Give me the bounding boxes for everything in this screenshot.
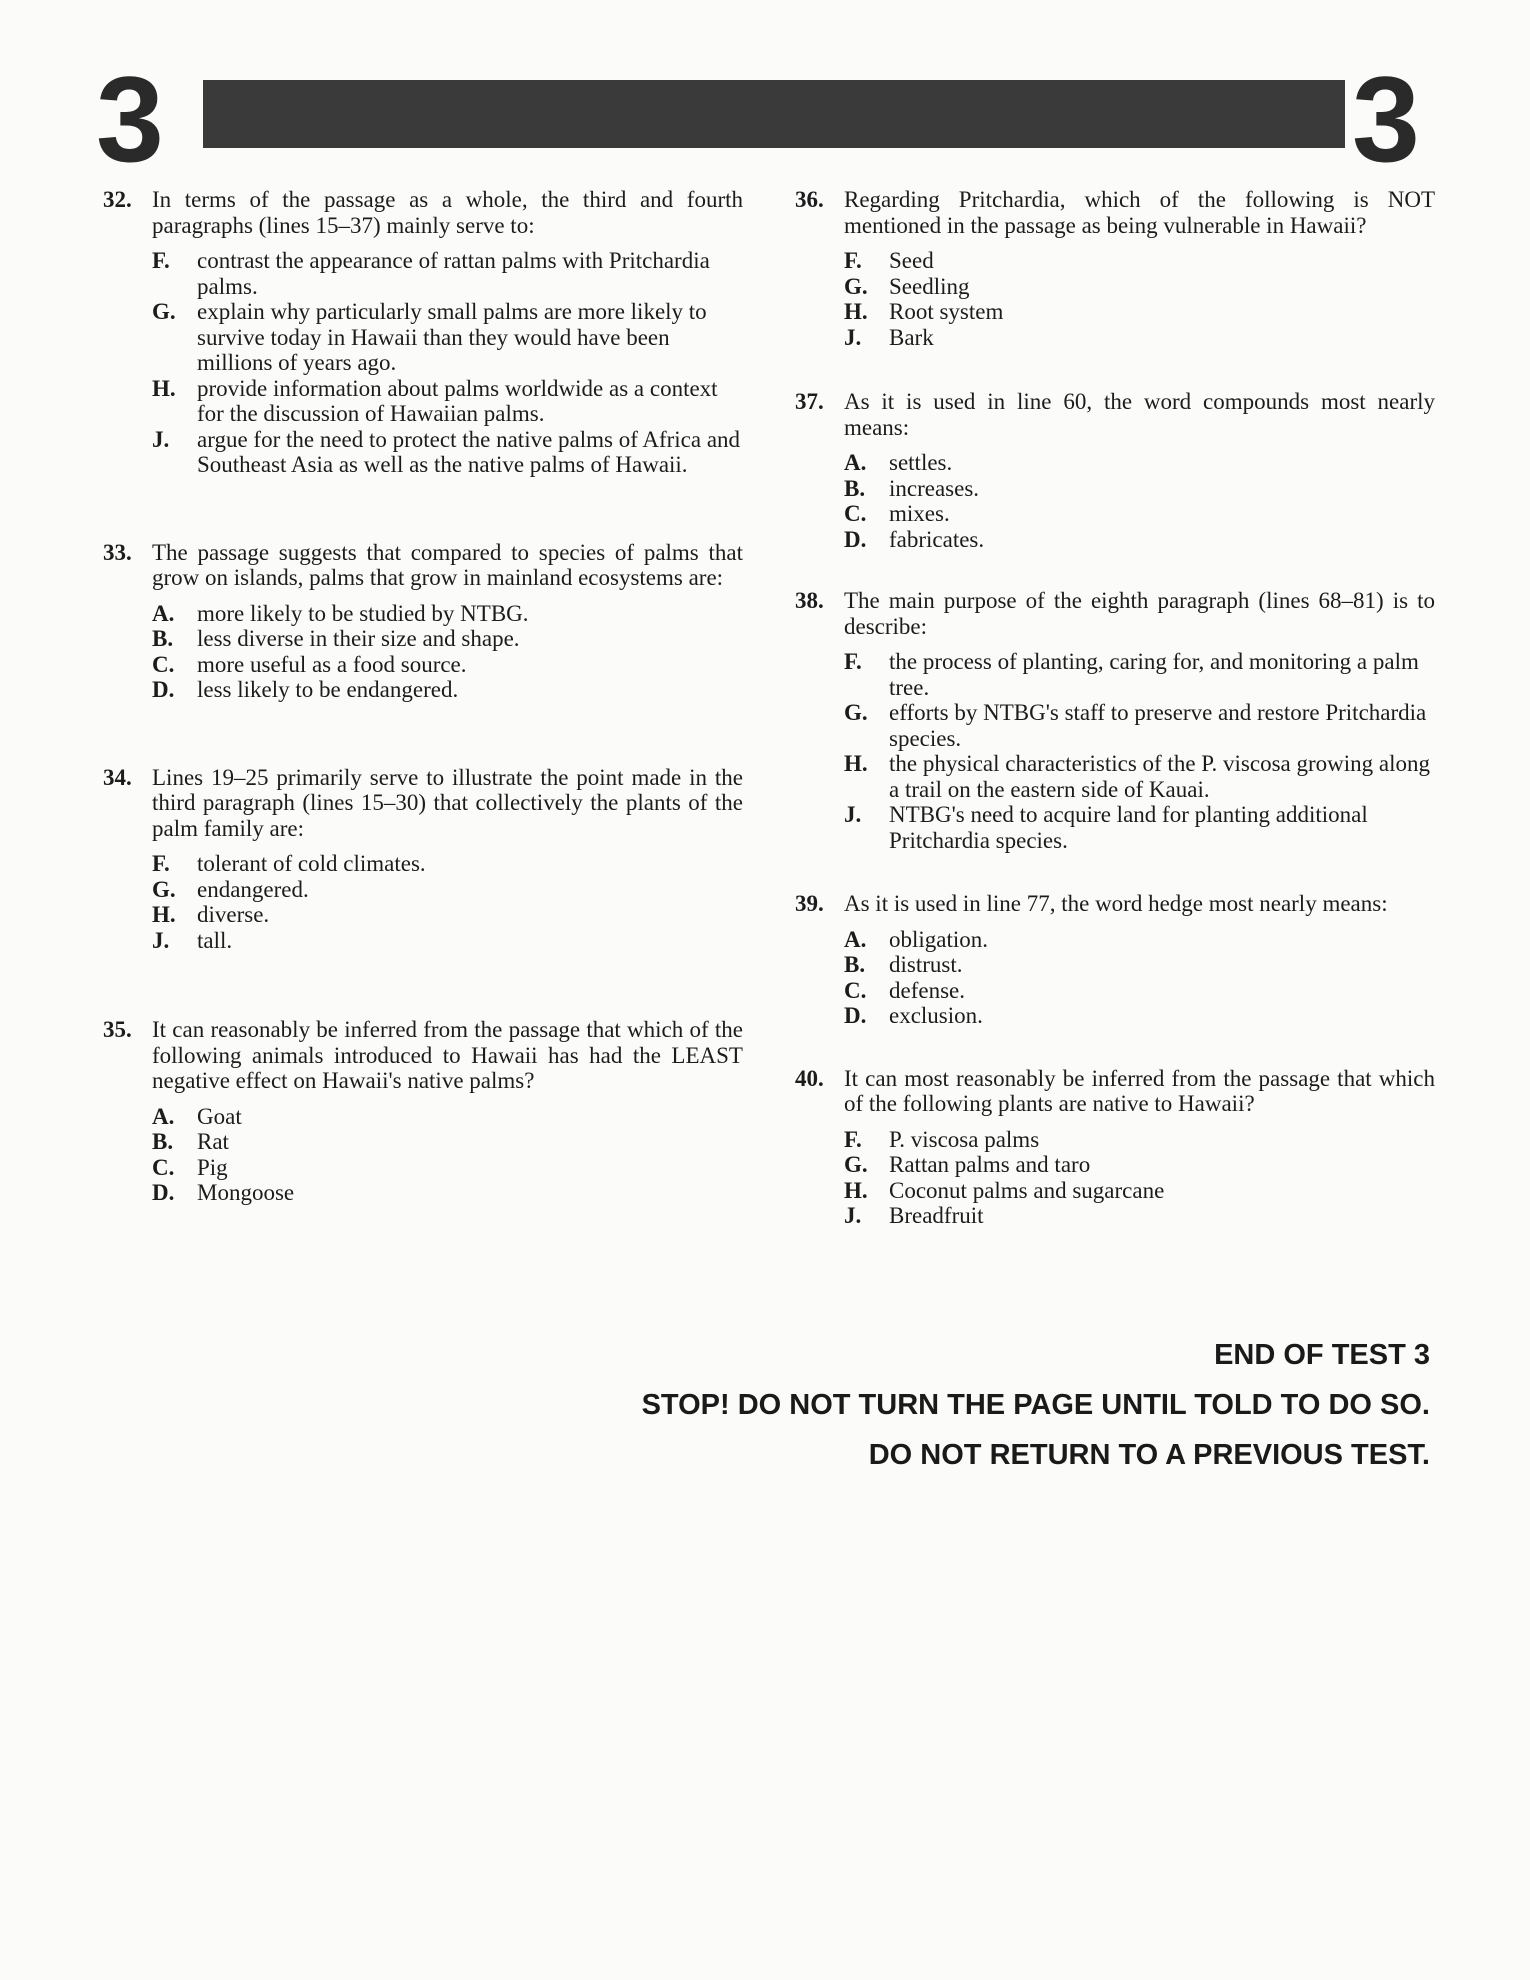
option-letter: G. xyxy=(152,299,176,324)
option-text: Mongoose xyxy=(197,1180,295,1205)
answer-option xyxy=(152,877,743,903)
question-38 xyxy=(795,588,1435,853)
answer-option xyxy=(844,1152,1435,1178)
option-letter: B. xyxy=(152,626,174,651)
option-letter: D. xyxy=(152,677,175,702)
option-letter: F. xyxy=(844,649,862,674)
question-number: 33. xyxy=(103,539,132,565)
question-text: It can reasonably be inferred from the passage that which of the following animals introduced to Hawaii has had the LEAST negative effect on Hawaii's native palms? xyxy=(152,1017,743,1093)
option-text: obligation. xyxy=(889,926,989,952)
answer-option xyxy=(152,677,743,703)
option-letter: J. xyxy=(152,426,170,452)
question-text: The main purpose of the eighth paragraph (lines 68–81) is to describe: xyxy=(844,588,1435,639)
option-letter: D. xyxy=(844,1003,867,1028)
option-text: increases. xyxy=(889,475,980,501)
question-number: 38. xyxy=(795,588,824,613)
option-text: the process of planting, caring for, and monitoring a palm tree. xyxy=(889,649,1419,700)
option-text: less diverse in their size and shape. xyxy=(197,626,520,651)
answer-option xyxy=(844,952,1435,978)
question-40 xyxy=(795,1066,1435,1229)
option-letter: J. xyxy=(844,324,862,350)
option-letter: G. xyxy=(844,700,868,725)
option-letter: F. xyxy=(844,1126,862,1152)
question-stem xyxy=(795,187,1435,238)
option-text: more useful as a food source. xyxy=(197,651,467,677)
answer-option xyxy=(844,978,1435,1004)
question-text: It can most reasonably be inferred from the passage that which of the following plants are native to Hawaii? xyxy=(844,1065,1435,1116)
option-letter: B. xyxy=(152,1129,174,1154)
option-letter: J. xyxy=(152,927,170,953)
question-number: 37. xyxy=(795,389,824,414)
option-letter: B. xyxy=(844,952,866,977)
answer-option xyxy=(152,1129,743,1155)
option-text: Bark xyxy=(889,324,934,350)
answer-option xyxy=(152,376,743,427)
header-bar xyxy=(203,80,1345,148)
answer-options xyxy=(103,248,743,478)
answer-option xyxy=(844,299,1435,325)
question-number: 32. xyxy=(103,187,132,212)
option-letter: C. xyxy=(844,501,867,526)
option-text: Coconut palms and sugarcane xyxy=(889,1177,1165,1203)
option-text: contrast the appearance of rattan palms with Pritchardia palms. xyxy=(197,248,710,299)
question-33 xyxy=(103,540,743,703)
option-letter: A. xyxy=(844,926,867,952)
question-35 xyxy=(103,1017,743,1206)
answer-option xyxy=(152,1155,743,1181)
option-text: P. viscosa palms xyxy=(889,1126,1040,1152)
question-stem xyxy=(103,187,743,238)
question-text: The passage suggests that compared to species of palms that grow on islands, palms that grow in mainland ecosystems are: xyxy=(152,539,743,590)
answer-option xyxy=(844,1203,1435,1229)
question-stem xyxy=(103,1017,743,1094)
question-text: Regarding Pritchardia, which of the following is NOT mentioned in the passage as being vulnerable in Hawaii? xyxy=(844,187,1435,238)
answer-options xyxy=(795,649,1435,853)
option-letter: H. xyxy=(844,1177,868,1203)
answer-option xyxy=(844,274,1435,300)
answer-option xyxy=(844,476,1435,502)
option-letter: D. xyxy=(152,1180,175,1205)
answer-option xyxy=(844,927,1435,953)
answer-option xyxy=(152,427,743,478)
option-text: endangered. xyxy=(197,876,309,902)
option-text: explain why particularly small palms are more likely to survive today in Hawaii than they would have been millions of years ago. xyxy=(197,299,707,375)
option-letter: F. xyxy=(844,248,862,273)
answer-options xyxy=(103,1104,743,1206)
option-text: provide information about palms worldwide as a context for the discussion of Hawaiian palms. xyxy=(197,375,718,426)
option-letter: J. xyxy=(844,802,862,827)
answer-option xyxy=(844,751,1435,802)
option-text: Pig xyxy=(197,1154,228,1180)
option-letter: J. xyxy=(844,1203,862,1228)
answer-option xyxy=(844,325,1435,351)
answer-option xyxy=(152,851,743,877)
option-text: efforts by NTBG's staff to preserve and restore Pritchardia species. xyxy=(889,700,1427,751)
option-text: Breadfruit xyxy=(889,1203,984,1228)
question-37 xyxy=(795,389,1435,552)
answer-option xyxy=(152,1104,743,1130)
answer-options xyxy=(795,450,1435,552)
answer-option xyxy=(844,1003,1435,1029)
option-letter: B. xyxy=(844,475,866,501)
option-letter: A. xyxy=(152,1103,175,1129)
option-text: Rat xyxy=(197,1129,229,1154)
option-letter: G. xyxy=(844,1152,868,1177)
question-34 xyxy=(103,765,743,954)
answer-option xyxy=(844,1127,1435,1153)
option-text: Seedling xyxy=(889,273,970,299)
option-letter: H. xyxy=(844,751,868,776)
question-39 xyxy=(795,891,1435,1029)
answer-option xyxy=(844,700,1435,751)
option-text: fabricates. xyxy=(889,526,985,552)
option-text: Seed xyxy=(889,248,934,273)
end-of-test-text: END OF TEST 3 xyxy=(1214,1339,1430,1371)
question-stem xyxy=(795,588,1435,639)
option-text: settles. xyxy=(889,450,953,475)
end-of-test-block xyxy=(642,1330,1430,1480)
option-letter: C. xyxy=(844,977,867,1003)
option-text: mixes. xyxy=(889,501,950,526)
left-column xyxy=(103,187,743,1206)
section-number-left: 3 xyxy=(96,51,164,187)
option-text: distrust. xyxy=(889,952,963,977)
option-letter: D. xyxy=(844,526,867,552)
option-text: tall. xyxy=(197,927,233,953)
option-letter: H. xyxy=(152,902,176,927)
question-stem xyxy=(103,765,743,842)
question-text: In terms of the passage as a whole, the third and fourth paragraphs (lines 15–37) mainly serve to: xyxy=(152,187,743,238)
option-letter: A. xyxy=(844,450,867,475)
answer-option xyxy=(152,928,743,954)
answer-option xyxy=(152,902,743,928)
answer-options xyxy=(795,1127,1435,1229)
question-number: 39. xyxy=(795,891,824,916)
option-letter: G. xyxy=(844,273,868,299)
option-text: NTBG's need to acquire land for planting additional Pritchardia species. xyxy=(889,802,1368,853)
option-letter: H. xyxy=(844,299,868,324)
answer-option xyxy=(152,652,743,678)
answer-options xyxy=(795,927,1435,1029)
option-text: Root system xyxy=(889,299,1004,324)
no-return-notice: DO NOT RETURN TO A PREVIOUS TEST. xyxy=(868,1439,1430,1471)
question-number: 40. xyxy=(795,1065,824,1091)
option-letter: F. xyxy=(152,851,170,876)
answer-option xyxy=(844,649,1435,700)
answer-options xyxy=(795,248,1435,350)
option-text: defense. xyxy=(889,977,965,1003)
answer-option xyxy=(844,501,1435,527)
question-text: Lines 19–25 primarily serve to illustrate the point made in the third paragraph (lines 15–30) that collectively the plants of the palm family are: xyxy=(152,764,743,841)
option-letter: C. xyxy=(152,651,175,677)
option-text: exclusion. xyxy=(889,1003,983,1028)
option-text: less likely to be endangered. xyxy=(197,677,459,702)
answer-option xyxy=(844,802,1435,853)
question-stem xyxy=(795,389,1435,440)
option-letter: C. xyxy=(152,1154,175,1180)
option-text: Goat xyxy=(197,1103,242,1129)
answer-option xyxy=(844,450,1435,476)
option-letter: F. xyxy=(152,248,170,273)
stop-notice: STOP! DO NOT TURN THE PAGE UNTIL TOLD TO DO SO. xyxy=(641,1389,1430,1421)
question-stem xyxy=(103,540,743,591)
answer-option xyxy=(844,527,1435,553)
question-number: 34. xyxy=(103,764,132,790)
answer-option xyxy=(844,1178,1435,1204)
section-number-right: 3 xyxy=(1352,51,1420,187)
right-column xyxy=(795,187,1435,1229)
question-36 xyxy=(795,187,1435,350)
option-text: the physical characteristics of the P. viscosa growing along a trail on the eastern side of Kauai. xyxy=(889,751,1430,802)
option-text: argue for the need to protect the native palms of Africa and Southeast Asia as well as the native palms of Hawaii. xyxy=(197,426,741,477)
question-number: 35. xyxy=(103,1017,132,1042)
answer-option xyxy=(152,299,743,376)
question-stem xyxy=(795,891,1435,917)
option-text: Rattan palms and taro xyxy=(889,1152,1091,1177)
option-letter: G. xyxy=(152,876,176,902)
answer-option xyxy=(152,601,743,627)
option-text: tolerant of cold climates. xyxy=(197,851,426,876)
option-letter: A. xyxy=(152,600,175,626)
question-text: As it is used in line 77, the word hedge most nearly means: xyxy=(844,891,1388,916)
option-text: diverse. xyxy=(197,902,270,927)
answer-option xyxy=(152,1180,743,1206)
question-stem xyxy=(795,1066,1435,1117)
answer-option xyxy=(152,248,743,299)
question-number: 36. xyxy=(795,187,824,212)
option-text: more likely to be studied by NTBG. xyxy=(197,600,529,626)
question-32 xyxy=(103,187,743,478)
option-letter: H. xyxy=(152,375,176,401)
answer-option xyxy=(844,248,1435,274)
answer-option xyxy=(152,626,743,652)
question-text: As it is used in line 60, the word compounds most nearly means: xyxy=(844,389,1435,440)
answer-options xyxy=(103,851,743,953)
answer-options xyxy=(103,601,743,703)
